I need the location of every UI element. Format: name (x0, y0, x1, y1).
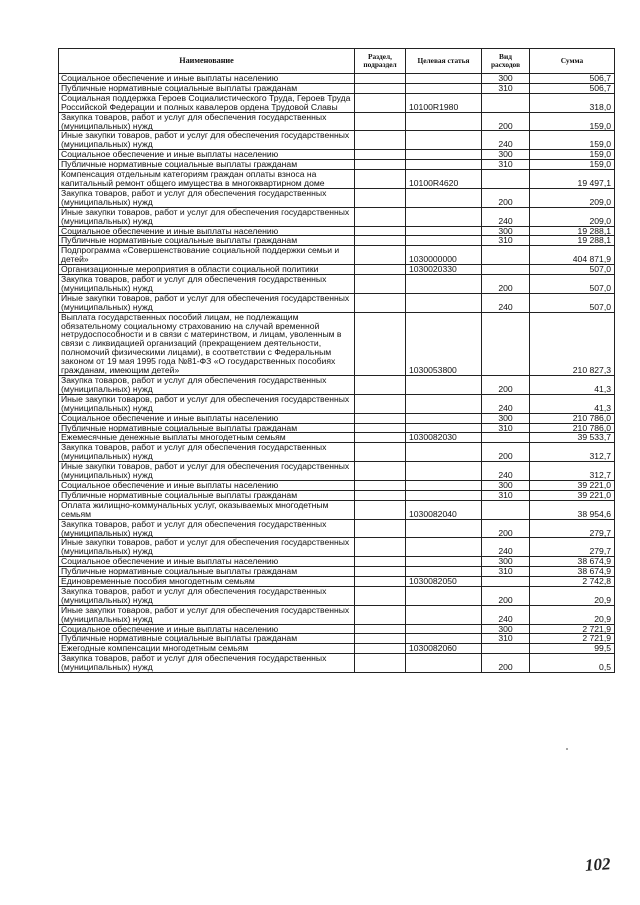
table-row (59, 538, 615, 557)
header-razdel: Раздел, подраздел (355, 49, 406, 74)
cell-sum: 38 674,9 (530, 567, 615, 577)
table-row (59, 150, 615, 160)
cell-razdel (355, 246, 406, 265)
cell-vid: 200 (482, 188, 530, 207)
cell-sum: 506,7 (530, 74, 615, 84)
table-row (59, 480, 615, 490)
cell-sum: 279,7 (530, 538, 615, 557)
cell-name: Публичные нормативные социальные выплаты гражданам (59, 236, 355, 246)
cell-sum: 210 786,0 (530, 413, 615, 423)
cell-razdel (355, 490, 406, 500)
cell-vid: 200 (482, 586, 530, 605)
cell-razdel (355, 207, 406, 226)
cell-razdel (355, 500, 406, 519)
table-row (59, 236, 615, 246)
cell-sum: 38 674,9 (530, 557, 615, 567)
cell-target (406, 226, 482, 236)
cell-razdel (355, 433, 406, 443)
cell-target (406, 275, 482, 294)
cell-target (406, 538, 482, 557)
table-row (59, 490, 615, 500)
cell-target (406, 150, 482, 160)
cell-razdel (355, 93, 406, 112)
cell-vid (482, 265, 530, 275)
cell-vid: 310 (482, 83, 530, 93)
cell-target (406, 236, 482, 246)
cell-sum: 209,0 (530, 188, 615, 207)
cell-name: Оплата жилищно-коммунальных услуг, оказываемых многодетным семьям (59, 500, 355, 519)
cell-target (406, 586, 482, 605)
cell-vid (482, 170, 530, 189)
cell-sum: 41,3 (530, 394, 615, 413)
table-row (59, 567, 615, 577)
cell-target (406, 74, 482, 84)
cell-razdel (355, 275, 406, 294)
cell-name: Выплата государственных пособий лицам, не подлежащим обязательному социальному страхованию на случай временной нетрудоспособности и в связи с материнством, и лицам, уволенным в связи с ликвидацией организаций (прекращением деятельности, полномочий физическими лицами), в соответствии с Федеральным законом от 19 мая 1995 года №81-ФЗ «О государственных пособиях гражданам, имеющим детей» (59, 312, 355, 375)
cell-name: Организационные мероприятия в области социальной политики (59, 265, 355, 275)
cell-name: Закупка товаров, работ и услуг для обеспечения государственных (муниципальных) нужд (59, 112, 355, 131)
cell-target (406, 112, 482, 131)
cell-name: Социальное обеспечение и иные выплаты населению (59, 226, 355, 236)
cell-vid: 240 (482, 462, 530, 481)
cell-sum: 19 288,1 (530, 226, 615, 236)
cell-name: Социальное обеспечение и иные выплаты населению (59, 480, 355, 490)
table-row (59, 265, 615, 275)
cell-name: Закупка товаров, работ и услуг для обеспечения государственных (муниципальных) нужд (59, 586, 355, 605)
table-row (59, 226, 615, 236)
cell-vid: 240 (482, 293, 530, 312)
cell-vid: 310 (482, 567, 530, 577)
cell-target (406, 160, 482, 170)
cell-razdel (355, 160, 406, 170)
table-row (59, 83, 615, 93)
table-row (59, 433, 615, 443)
table-row (59, 654, 615, 673)
cell-razdel (355, 443, 406, 462)
table-row (59, 131, 615, 150)
cell-target (406, 131, 482, 150)
cell-target (406, 188, 482, 207)
cell-sum: 2 742,8 (530, 577, 615, 587)
cell-vid: 200 (482, 112, 530, 131)
cell-sum: 39 533,7 (530, 433, 615, 443)
table-row (59, 376, 615, 395)
cell-name: Ежемесячные денежные выплаты многодетным семьям (59, 433, 355, 443)
cell-sum: 39 221,0 (530, 480, 615, 490)
cell-sum: 19 497,1 (530, 170, 615, 189)
cell-name: Иные закупки товаров, работ и услуг для обеспечения государственных (муниципальных) нужд (59, 293, 355, 312)
cell-target (406, 462, 482, 481)
cell-target: 1030082030 (406, 433, 482, 443)
cell-target: 10100R1980 (406, 93, 482, 112)
cell-vid: 200 (482, 519, 530, 538)
cell-sum: 507,0 (530, 265, 615, 275)
cell-razdel (355, 236, 406, 246)
table-row (59, 275, 615, 294)
cell-vid: 300 (482, 624, 530, 634)
cell-target (406, 413, 482, 423)
table-row (59, 605, 615, 624)
cell-razdel (355, 519, 406, 538)
cell-sum: 38 954,6 (530, 500, 615, 519)
cell-vid: 240 (482, 207, 530, 226)
cell-sum: 2 721,9 (530, 624, 615, 634)
cell-sum: 2 721,9 (530, 634, 615, 644)
cell-name: Иные закупки товаров, работ и услуг для обеспечения государственных (муниципальных) нужд (59, 131, 355, 150)
cell-target (406, 394, 482, 413)
cell-razdel (355, 150, 406, 160)
cell-razdel (355, 74, 406, 84)
cell-vid: 310 (482, 423, 530, 433)
cell-sum: 318,0 (530, 93, 615, 112)
cell-vid: 310 (482, 236, 530, 246)
cell-target: 10100R4620 (406, 170, 482, 189)
cell-target (406, 605, 482, 624)
cell-razdel (355, 265, 406, 275)
header-sum: Сумма (530, 49, 615, 74)
cell-name: Ежегодные компенсации многодетным семьям (59, 644, 355, 654)
cell-target (406, 480, 482, 490)
cell-vid: 300 (482, 557, 530, 567)
cell-razdel (355, 586, 406, 605)
cell-sum: 312,7 (530, 462, 615, 481)
table-header-row (59, 49, 615, 74)
table-row (59, 644, 615, 654)
cell-vid: 240 (482, 131, 530, 150)
cell-razdel (355, 293, 406, 312)
cell-vid: 300 (482, 480, 530, 490)
cell-name: Социальное обеспечение и иные выплаты населению (59, 413, 355, 423)
cell-name: Иные закупки товаров, работ и услуг для обеспечения государственных (муниципальных) нужд (59, 538, 355, 557)
budget-table (58, 48, 615, 673)
cell-sum: 507,0 (530, 293, 615, 312)
cell-name: Закупка товаров, работ и услуг для обеспечения государственных (муниципальных) нужд (59, 519, 355, 538)
cell-name: Компенсация отдельным категориям граждан оплаты взноса на капитальный ремонт общего имущества в многоквартирном доме (59, 170, 355, 189)
cell-sum: 99,5 (530, 644, 615, 654)
table-row (59, 74, 615, 84)
cell-target (406, 423, 482, 433)
table-row (59, 394, 615, 413)
cell-name: Закупка товаров, работ и услуг для обеспечения государственных (муниципальных) нужд (59, 275, 355, 294)
cell-razdel (355, 654, 406, 673)
cell-vid: 240 (482, 538, 530, 557)
cell-razdel (355, 226, 406, 236)
cell-vid: 300 (482, 150, 530, 160)
cell-vid: 240 (482, 394, 530, 413)
cell-name: Социальная поддержка Героев Социалистического Труда, Героев Труда Российской Федерации и полных кавалеров ордена Трудовой Славы (59, 93, 355, 112)
cell-sum: 159,0 (530, 112, 615, 131)
cell-sum: 404 871,9 (530, 246, 615, 265)
cell-name: Социальное обеспечение и иные выплаты населению (59, 150, 355, 160)
cell-sum: 39 221,0 (530, 490, 615, 500)
cell-target: 1030082040 (406, 500, 482, 519)
cell-razdel (355, 605, 406, 624)
table-row (59, 577, 615, 587)
table-row (59, 188, 615, 207)
cell-name: Иные закупки товаров, работ и услуг для обеспечения государственных (муниципальных) нужд (59, 207, 355, 226)
cell-target (406, 443, 482, 462)
cell-name: Публичные нормативные социальные выплаты гражданам (59, 567, 355, 577)
cell-name: Закупка товаров, работ и услуг для обеспечения государственных (муниципальных) нужд (59, 654, 355, 673)
table-row (59, 423, 615, 433)
cell-sum: 41,3 (530, 376, 615, 395)
cell-vid: 300 (482, 226, 530, 236)
cell-name: Публичные нормативные социальные выплаты гражданам (59, 490, 355, 500)
cell-sum: 19 288,1 (530, 236, 615, 246)
cell-razdel (355, 423, 406, 433)
table-row (59, 634, 615, 644)
cell-target (406, 83, 482, 93)
cell-target (406, 654, 482, 673)
cell-vid: 200 (482, 275, 530, 294)
cell-name: Закупка товаров, работ и услуг для обеспечения государственных (муниципальных) нужд (59, 188, 355, 207)
cell-sum: 279,7 (530, 519, 615, 538)
cell-target (406, 519, 482, 538)
cell-razdel (355, 480, 406, 490)
cell-sum: 507,0 (530, 275, 615, 294)
header-name: Наименование (59, 49, 355, 74)
cell-vid: 200 (482, 654, 530, 673)
cell-vid: 200 (482, 443, 530, 462)
cell-name: Закупка товаров, работ и услуг для обеспечения государственных (муниципальных) нужд (59, 443, 355, 462)
table-body (59, 74, 615, 673)
cell-razdel (355, 83, 406, 93)
cell-razdel (355, 312, 406, 375)
cell-name: Публичные нормативные социальные выплаты гражданам (59, 634, 355, 644)
table-row (59, 246, 615, 265)
cell-sum: 312,7 (530, 443, 615, 462)
table-row (59, 93, 615, 112)
table-row (59, 519, 615, 538)
cell-sum: 0,5 (530, 654, 615, 673)
cell-name: Закупка товаров, работ и услуг для обеспечения государственных (муниципальных) нужд (59, 376, 355, 395)
cell-name: Публичные нормативные социальные выплаты гражданам (59, 423, 355, 433)
cell-razdel (355, 462, 406, 481)
cell-razdel (355, 394, 406, 413)
cell-sum: 210 827,3 (530, 312, 615, 375)
cell-target: 1030053800 (406, 312, 482, 375)
cell-vid: 240 (482, 605, 530, 624)
cell-razdel (355, 538, 406, 557)
cell-vid (482, 246, 530, 265)
cell-razdel (355, 557, 406, 567)
cell-target (406, 624, 482, 634)
cell-sum: 20,9 (530, 586, 615, 605)
cell-name: Публичные нормативные социальные выплаты гражданам (59, 160, 355, 170)
cell-sum: 20,9 (530, 605, 615, 624)
cell-sum: 159,0 (530, 160, 615, 170)
cell-razdel (355, 624, 406, 634)
cell-vid (482, 312, 530, 375)
cell-name: Подпрограмма «Совершенствование социальной поддержки семьи и детей» (59, 246, 355, 265)
table-row (59, 557, 615, 567)
cell-vid: 310 (482, 160, 530, 170)
cell-razdel (355, 577, 406, 587)
cell-vid: 310 (482, 634, 530, 644)
table-row (59, 586, 615, 605)
cell-sum: 159,0 (530, 131, 615, 150)
cell-razdel (355, 567, 406, 577)
cell-vid (482, 433, 530, 443)
cell-vid: 300 (482, 74, 530, 84)
cell-target (406, 567, 482, 577)
cell-target (406, 557, 482, 567)
cell-razdel (355, 376, 406, 395)
cell-sum: 209,0 (530, 207, 615, 226)
cell-target (406, 376, 482, 395)
cell-razdel (355, 131, 406, 150)
cell-sum: 210 786,0 (530, 423, 615, 433)
cell-name: Публичные нормативные социальные выплаты гражданам (59, 83, 355, 93)
table-row (59, 207, 615, 226)
table-row (59, 112, 615, 131)
table-row (59, 462, 615, 481)
table-row (59, 624, 615, 634)
table-row (59, 160, 615, 170)
cell-target (406, 293, 482, 312)
cell-target: 1030000000 (406, 246, 482, 265)
cell-name: Социальное обеспечение и иные выплаты населению (59, 624, 355, 634)
table-row (59, 170, 615, 189)
header-target: Целевая статья (406, 49, 482, 74)
cell-target (406, 490, 482, 500)
cell-razdel (355, 188, 406, 207)
table-row (59, 413, 615, 423)
cell-target: 1030082050 (406, 577, 482, 587)
cell-name: Социальное обеспечение и иные выплаты населению (59, 74, 355, 84)
cell-target (406, 207, 482, 226)
cell-vid (482, 500, 530, 519)
budget-table-page (58, 48, 614, 673)
cell-vid (482, 577, 530, 587)
handwritten-page-number: 102 (584, 854, 612, 875)
cell-razdel (355, 413, 406, 423)
cell-razdel (355, 644, 406, 654)
cell-vid (482, 93, 530, 112)
table-row (59, 500, 615, 519)
cell-target: 1030020330 (406, 265, 482, 275)
cell-vid (482, 644, 530, 654)
cell-razdel (355, 634, 406, 644)
cell-vid: 200 (482, 376, 530, 395)
cell-target (406, 634, 482, 644)
header-vid: Вид расходов (482, 49, 530, 74)
table-row (59, 293, 615, 312)
cell-razdel (355, 112, 406, 131)
cell-target: 1030082060 (406, 644, 482, 654)
cell-sum: 159,0 (530, 150, 615, 160)
cell-name: Иные закупки товаров, работ и услуг для обеспечения государственных (муниципальных) нужд (59, 394, 355, 413)
cell-name: Иные закупки товаров, работ и услуг для обеспечения государственных (муниципальных) нужд (59, 605, 355, 624)
cell-sum: 506,7 (530, 83, 615, 93)
table-row (59, 312, 615, 375)
cell-vid: 300 (482, 413, 530, 423)
scan-speck (566, 748, 568, 750)
cell-vid: 310 (482, 490, 530, 500)
cell-name: Социальное обеспечение и иные выплаты населению (59, 557, 355, 567)
cell-name: Иные закупки товаров, работ и услуг для обеспечения государственных (муниципальных) нужд (59, 462, 355, 481)
cell-razdel (355, 170, 406, 189)
table-row (59, 443, 615, 462)
cell-name: Единовременные пособия многодетным семьям (59, 577, 355, 587)
